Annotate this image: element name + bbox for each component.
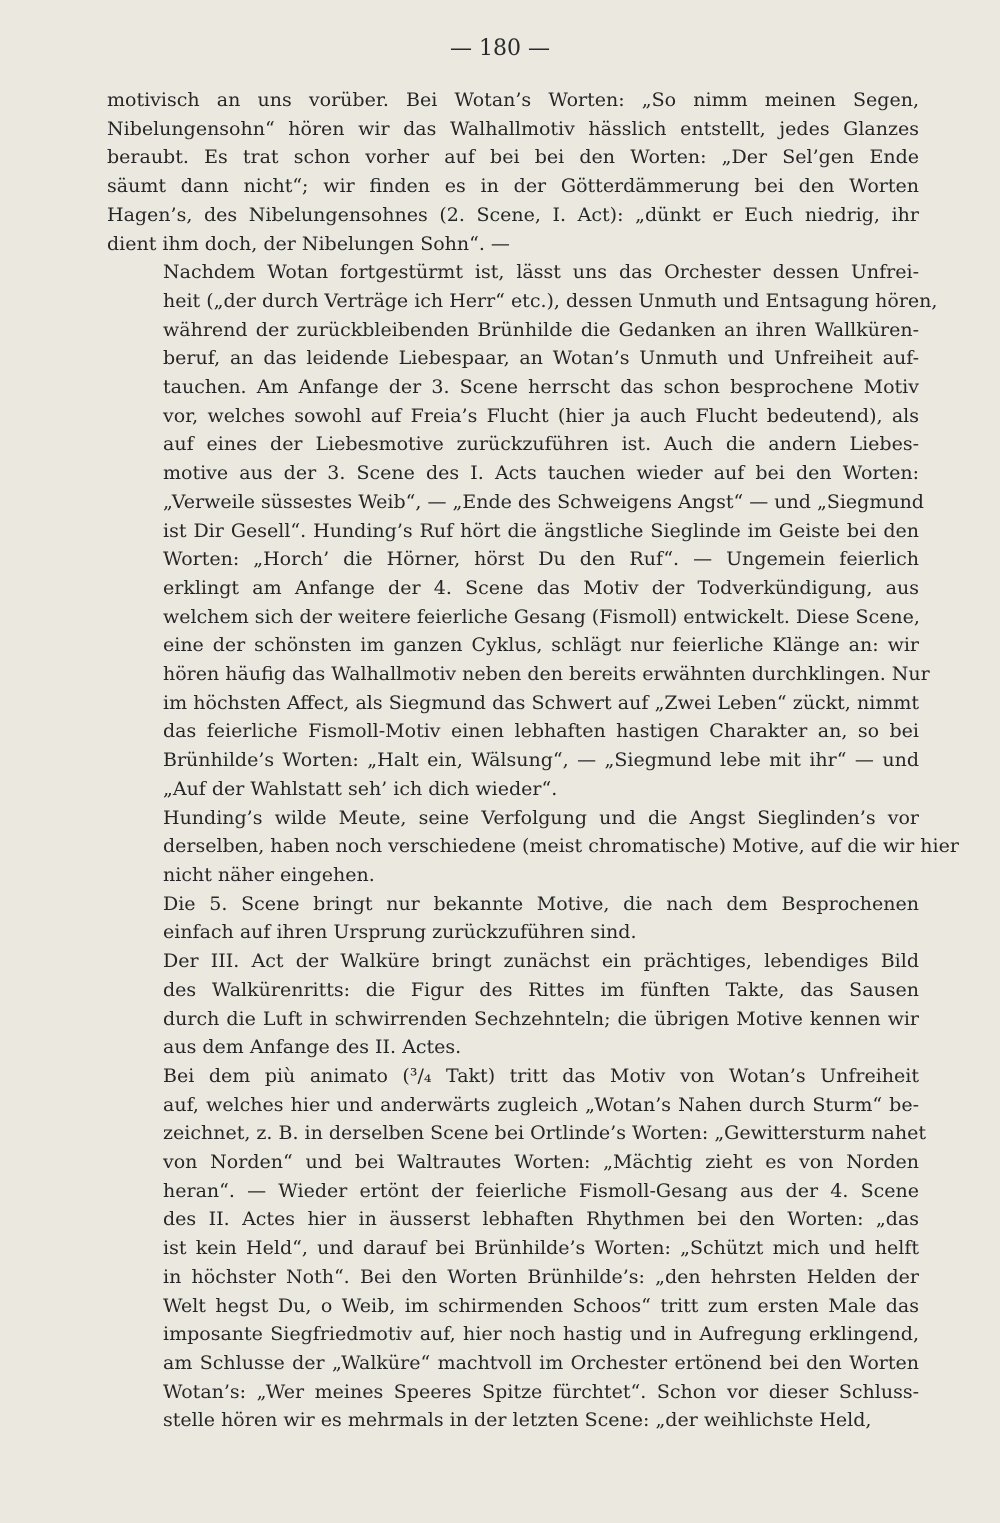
paragraph <box>107 86 919 258</box>
text-line: des II. Actes hier in äusserst lebhaften Rhythmen bei den Worten: „das <box>163 1208 919 1231</box>
text-line: Hunding’s wilde Meute, seine Verfolgung und die Angst Sieglinden’s vor <box>163 806 919 829</box>
text-line: auf, welches hier und anderwärts zugleich „Wotan’s Nahen durch Sturm“ be- <box>163 1093 919 1116</box>
text-line: Der III. Act der Walküre bringt zunächst ein prächtiges, lebendiges Bild <box>163 950 919 973</box>
text-line: nicht näher eingehen. <box>163 863 375 886</box>
text-line: stelle hören wir es mehrmals in der letzten Scene: „der weihlichste Held, <box>163 1409 872 1432</box>
paragraph <box>107 1062 926 1435</box>
paragraph <box>107 947 919 1062</box>
page-number: — 180 — <box>450 36 550 61</box>
text-line: von Norden“ und bei Waltrautes Worten: „Mächtig zieht es von Norden <box>163 1151 919 1174</box>
text-line: heit („der durch Verträge ich Herr“ etc.), dessen Unmuth und Entsagung hören, <box>163 289 938 312</box>
text-line: Nachdem Wotan fortgestürmt ist, lässt uns das Orchester dessen Unfrei- <box>163 261 919 284</box>
text-line: im höchsten Affect, als Siegmund das Schwert auf „Zwei Leben“ zückt, nimmt <box>163 691 919 714</box>
text-line: während der zurückbleibenden Brünhilde die Gedanken an ihren Wallküren- <box>163 318 919 341</box>
text-line: säumt dann nicht“; wir finden es in der Götterdämmerung bei den Worten <box>107 175 919 198</box>
paragraph <box>107 804 959 890</box>
text-line: motivisch an uns vorüber. Bei Wotan’s Worten: „So nimm meinen Segen, <box>107 89 919 111</box>
text-line: in höchster Noth“. Bei den Worten Brünhilde’s: „den hehrsten Helden der <box>163 1265 919 1288</box>
body-text <box>107 86 959 1435</box>
text-line: beruf, an das leidende Liebespaar, an Wotan’s Unmuth und Unfreiheit auf- <box>163 347 919 370</box>
text-line: einfach auf ihren Ursprung zurückzuführen sind. <box>163 921 637 944</box>
text-line: dient ihm doch, der Nibelungen Sohn“. — <box>107 232 510 255</box>
text-line: das feierliche Fismoll-Motiv einen lebhaften hastigen Charakter an, so bei <box>163 720 919 743</box>
text-line: Die 5. Scene bringt nur bekannte Motive, die nach dem Besprochenen <box>163 892 919 915</box>
text-line: des Walkürenritts: die Figur des Rittes im fünften Takte, das Sausen <box>163 978 919 1001</box>
text-line: am Schlusse der „Walküre“ machtvoll im Orchester ertönend bei den Worten <box>163 1351 919 1374</box>
text-line: Welt hegst Du, o Weib, im schirmenden Schoos“ tritt zum ersten Male das <box>163 1294 919 1317</box>
text-line: durch die Luft in schwirrenden Sechzehnteln; die übrigen Motive kennen wir <box>163 1007 919 1030</box>
text-line: ist Dir Gesell“. Hunding’s Ruf hört die ängstliche Sieglinde im Geiste bei den <box>163 519 919 542</box>
text-line: eine der schönsten im ganzen Cyklus, schlägt nur feierliche Klänge an: wir <box>163 634 919 657</box>
text-line: motive aus der 3. Scene des I. Acts tauchen wieder auf bei den Worten: <box>163 462 919 485</box>
text-line: zeichnet, z. B. in derselben Scene bei Ortlinde’s Worten: „Gewittersturm nahet <box>163 1122 926 1145</box>
text-line: aus dem Anfange des II. Actes. <box>163 1036 462 1059</box>
text-line: Brünhilde’s Worten: „Halt ein, Wälsung“, — „Siegmund lebe mit ihr“ — und <box>163 749 919 772</box>
text-line: welchem sich der weitere feierliche Gesang (Fismoll) entwickelt. Diese Scene, <box>163 605 920 628</box>
text-line: „Verweile süssestes Weib“, — „Ende des Schweigens Angst“ — und „Siegmund <box>163 490 924 513</box>
text-line: hören häufig das Walhallmotiv neben den bereits erwähnten durchklingen. Nur <box>163 663 930 686</box>
text-line: Wotan’s: „Wer meines Speeres Spitze fürchtet“. Schon vor dieser Schluss- <box>163 1380 919 1403</box>
text-line: vor, welches sowohl auf Freia’s Flucht (hier ja auch Flucht bedeutend), als <box>163 404 919 427</box>
text-line: ist kein Held“, und darauf bei Brünhilde’s Worten: „Schützt mich und helft <box>163 1237 919 1260</box>
text-line: heran“. — Wieder ertönt der feierliche Fismoll-Gesang aus der 4. Scene <box>163 1179 919 1202</box>
text-line: auf eines der Liebesmotive zurückzuführen ist. Auch die andern Liebes- <box>163 433 919 456</box>
text-line: imposante Siegfriedmotiv auf, hier noch hastig und in Aufregung erklingend, <box>163 1323 919 1346</box>
text-line: Hagen’s, des Nibelungensohnes (2. Scene, I. Act): „dünkt er Euch niedrig, ihr <box>107 203 919 226</box>
text-line: Worten: „Horch’ die Hörner, hörst Du den Ruf“. — Ungemein feierlich <box>163 548 919 571</box>
text-line: beraubt. Es trat schon vorher auf bei bei den Worten: „Der Sel’gen Ende <box>107 146 919 169</box>
text-line: derselben, haben noch verschiedene (meist chromatische) Motive, auf die wir hier <box>163 835 959 858</box>
text-line: Bei dem più animato (³/₄ Takt) tritt das Motiv von Wotan’s Unfreiheit <box>163 1064 919 1087</box>
text-line: erklingt am Anfange der 4. Scene das Motiv der Todverkündigung, aus <box>163 576 919 599</box>
paragraph <box>107 258 938 803</box>
text-line: „Auf der Wahlstatt seh’ ich dich wieder“. <box>163 777 558 800</box>
paragraph <box>107 890 919 947</box>
text-line: Nibelungensohn“ hören wir das Walhallmotiv hässlich entstellt, jedes Glanzes <box>107 117 919 140</box>
text-line: tauchen. Am Anfange der 3. Scene herrscht das schon besprochene Motiv <box>163 376 919 399</box>
